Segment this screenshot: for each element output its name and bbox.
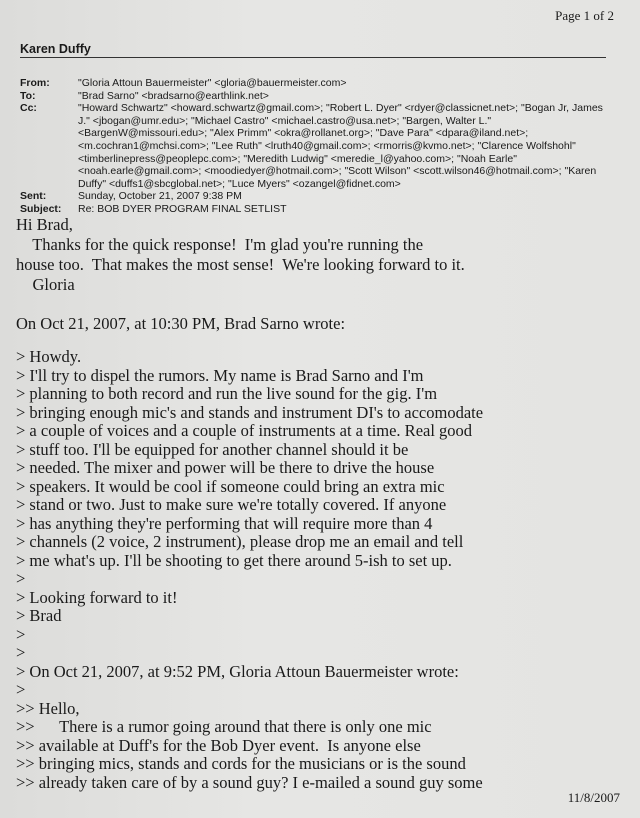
- text-line: Thanks for the quick response! I'm glad you're running the: [16, 235, 424, 254]
- text-line: > stand or two. Just to make sure we're totally covered. If anyone: [16, 495, 447, 514]
- text-line: >: [16, 624, 26, 644]
- subject-label: Subject:: [20, 202, 62, 215]
- cc-row: [20, 102, 610, 190]
- quoted-text: [16, 348, 616, 792]
- quote-attribution: On Oct 21, 2007, at 10:30 PM, Brad Sarno wrote:: [16, 314, 346, 333]
- text-line: > Looking forward to it!: [16, 587, 178, 607]
- text-line: > I'll try to dispel the rumors. My name is Brad Sarno and I'm: [16, 365, 424, 385]
- text-line: >> There is a rumor going around that there is only one mic: [16, 717, 432, 736]
- text-line: > needed. The mixer and power will be there to drive the house: [16, 458, 435, 477]
- mailbox-owner: Karen Duffy: [20, 42, 606, 58]
- sent-row: [20, 190, 610, 203]
- text-line: > On Oct 21, 2007, at 9:52 PM, Gloria Attoun Bauermeister wrote:: [16, 661, 459, 681]
- print-date: 11/8/2007: [567, 790, 620, 805]
- sent-value: Sunday, October 21, 2007 9:38 PM: [78, 190, 242, 203]
- reply-text: [16, 215, 616, 295]
- text-line: > Howdy.: [16, 347, 82, 366]
- sent-label: Sent:: [20, 190, 47, 203]
- text-line: > Brad: [16, 606, 62, 625]
- email-header: [20, 77, 610, 216]
- text-line: > a couple of voices and a couple of instruments at a time. Real good: [16, 421, 473, 440]
- text-line: >: [16, 569, 26, 588]
- text-line: >> already taken care of by a sound guy? I e-mailed a sound guy some: [16, 772, 483, 792]
- from-label: From:: [20, 77, 50, 89]
- email-body: [16, 215, 616, 792]
- text-line: > has anything they're performing that will require more than 4: [16, 513, 433, 533]
- text-line: >: [16, 643, 26, 662]
- cc-value: "Howard Schwartz" <howard.schwartz@gmail.com>; "Robert L. Dyer" <rdyer@classicnet.net>; "Bogan Jr, James J." <jbogan@umr.edu>; "Michael Castro" <michael.castro@usa.net>; "Bargen, Walter L." <BargenW@missouri.edu>; "Alex Primm" <okra@rollanet.org>; "Dave Para" <dpara@iland.net>; <m.cochran1@mchsi.com>; "Lee Ruth" <lruth40@gmail.com>; <rmorris@kvmo.net>; "Clarence Wolfshohl" <timberlinepress@peoplepc.com>; "Meredith Ludwig" <meredie_l@yahoo.com>; "Noah Earle" <noah.earle@gmail.com>; <moodiedyer@hotmail.com>; "Scott Wilson" <scott.wilson46@hotmail.com>; "Karen Duffy" <duffs1@sbcglobal.net>; "Luce Myers" <ozangel@fidnet.com>: [78, 102, 603, 190]
- page-number: Page 1 of 2: [555, 8, 614, 23]
- to-row: [20, 90, 610, 103]
- text-line: > planning to both record and run the live sound for the gig. I'm: [16, 384, 438, 403]
- subject-value: Re: BOB DYER PROGRAM FINAL SETLIST: [78, 202, 287, 215]
- text-line: >> Hello,: [16, 698, 80, 718]
- text-line: >> bringing mics, stands and cords for the musicians or is the sound: [16, 754, 466, 773]
- text-line: > channels (2 voice, 2 instrument), please drop me an email and tell: [16, 532, 464, 551]
- text-line: >: [16, 680, 26, 699]
- text-line: > me what's up. I'll be shooting to get there around 5-ish to set up.: [16, 550, 452, 570]
- to-value: "Brad Sarno" <bradsarno@earthlink.net>: [78, 89, 269, 102]
- from-row: [20, 77, 610, 90]
- text-line: house too. That makes the most sense! We're looking forward to it.: [16, 255, 465, 274]
- from-value: "Gloria Attoun Bauermeister" <gloria@bauermeister.com>: [78, 77, 347, 89]
- text-line: Hi Brad,: [16, 215, 73, 234]
- text-line: Gloria: [16, 275, 75, 294]
- text-line: > bringing enough mic's and stands and instrument DI's to accomodate: [16, 402, 484, 422]
- cc-label: Cc:: [20, 102, 37, 115]
- text-line: >> available at Duff's for the Bob Dyer event. Is anyone else: [16, 735, 421, 755]
- text-line: > stuff too. I'll be equipped for another channel should it be: [16, 439, 409, 459]
- to-label: To:: [20, 89, 36, 102]
- text-line: > speakers. It would be cool if someone could bring an extra mic: [16, 476, 445, 496]
- subject-row: [20, 203, 610, 216]
